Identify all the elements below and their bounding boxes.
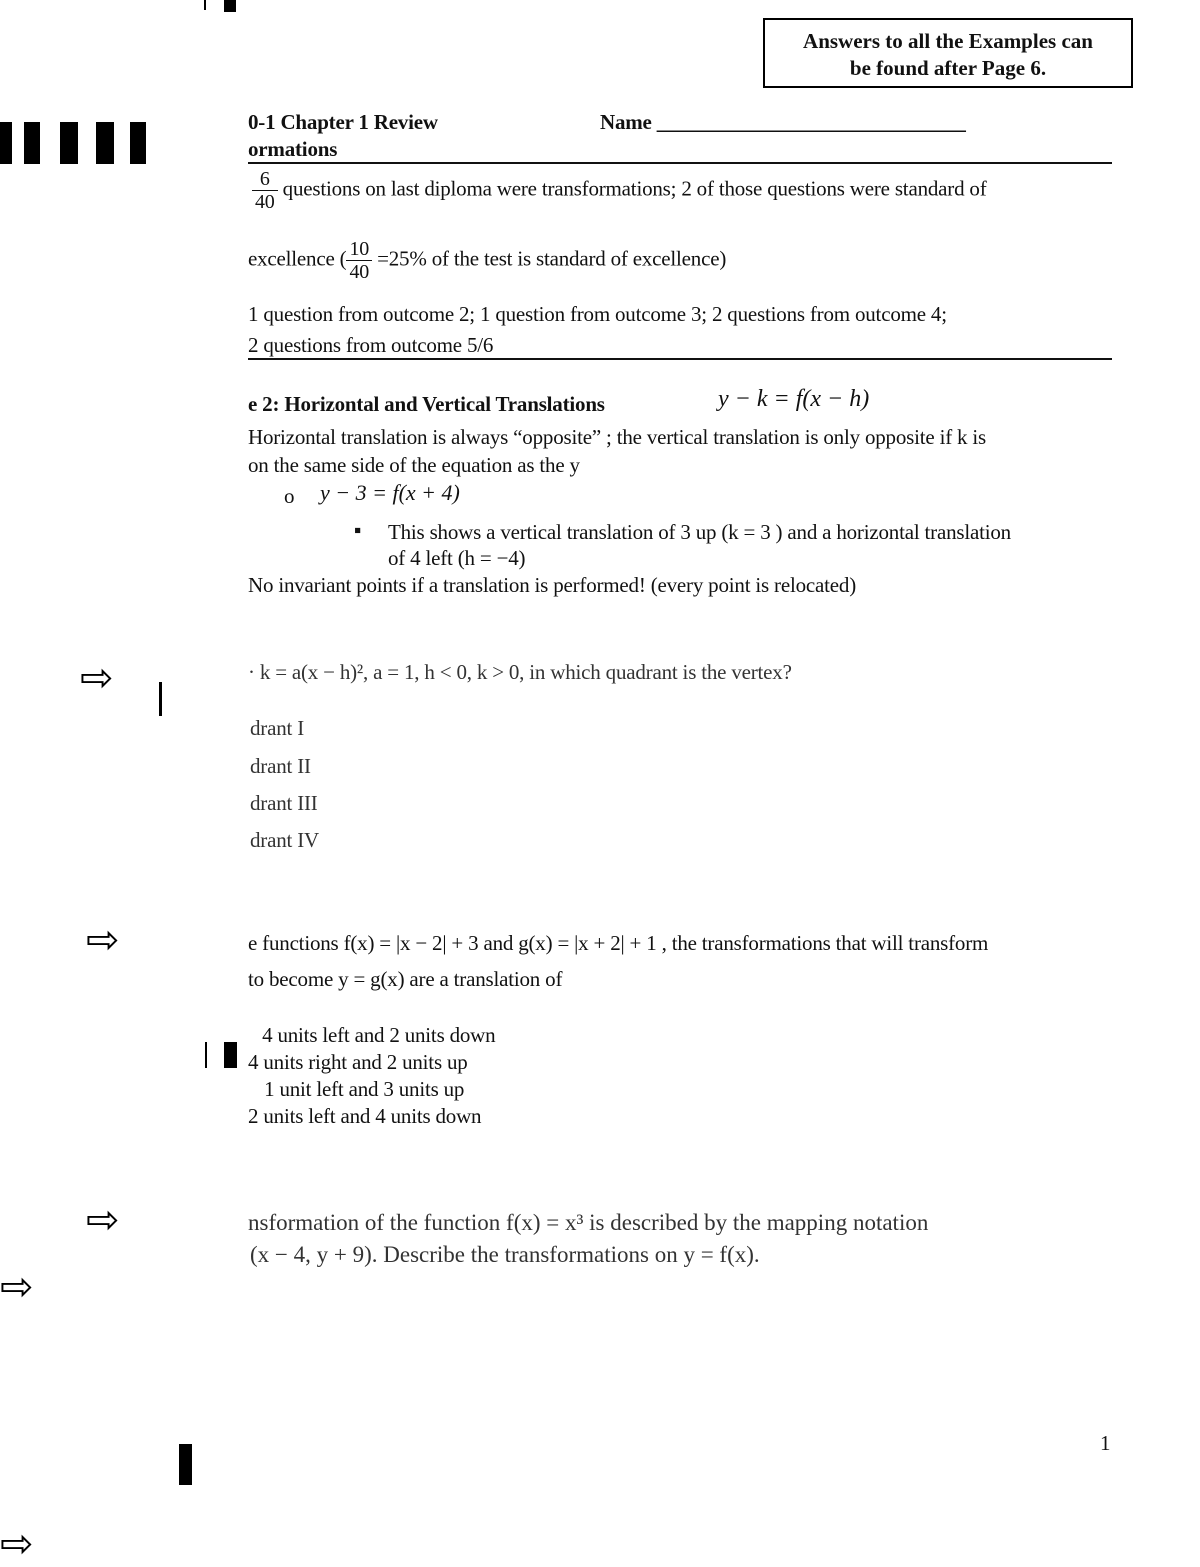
margin-bar bbox=[0, 122, 12, 164]
square-bullet-icon: ▪ bbox=[354, 518, 362, 542]
intro-line-1-text: questions on last diploma were transformations; 2 of those questions were standard of bbox=[282, 176, 987, 201]
intro-rule bbox=[248, 358, 1112, 360]
intro-line-4: 2 questions from outcome 5/6 bbox=[248, 333, 494, 357]
margin-bar bbox=[60, 122, 78, 164]
name-field: Name ______________________________ bbox=[600, 110, 966, 134]
question-2-option: 1 unit left and 3 units up bbox=[254, 1077, 465, 1101]
right-arrow-icon: ⇨ bbox=[0, 1264, 34, 1310]
margin-bar bbox=[130, 122, 146, 164]
right-arrow-icon: ⇨ bbox=[80, 655, 114, 701]
question-1-option: drant I bbox=[250, 716, 304, 740]
question-1-option: drant II bbox=[250, 754, 311, 778]
question-1-option: drant IV bbox=[250, 828, 319, 852]
fraction-six-fortieths: $\frac{6}{40}$ bbox=[252, 168, 278, 213]
answers-notice-line2: be found after Page 6. bbox=[849, 56, 1047, 80]
right-arrow-icon: ⇨ bbox=[86, 1197, 120, 1243]
question-2-line1: e functions f(x) = |x − 2| + 3 and g(x) = |x + 2| + 1 , the transformations that will transform bbox=[248, 931, 989, 955]
question-3-line1: nsformation of the function f(x) = x³ is described by the mapping notation bbox=[248, 1210, 929, 1235]
question-1-prompt: · k = a(x − h)², a = 1, h < 0, k > 0, in which quadrant is the vertex? bbox=[248, 660, 792, 684]
intro-line-3: 1 question from outcome 2; 1 question from outcome 3; 2 questions from outcome 4; bbox=[248, 302, 947, 326]
scan-mark bbox=[204, 0, 206, 10]
scan-mark bbox=[179, 1444, 192, 1485]
section-para-line2: on the same side of the equation as the y bbox=[248, 453, 580, 477]
example-equation: y − 3 = f(x + 4) bbox=[320, 480, 460, 505]
invariant-points-note: No invariant points if a translation is performed! (every point is relocated) bbox=[248, 573, 856, 597]
section-formula: y − k = f(x − h) bbox=[718, 386, 870, 412]
question-3-line2: (x − 4, y + 9). Describe the transformations on y = f(x). bbox=[250, 1242, 760, 1267]
course-subtitle: ormations bbox=[248, 137, 338, 161]
scan-mark bbox=[224, 1042, 237, 1068]
right-arrow-icon: ⇨ bbox=[86, 917, 120, 963]
translation-note-line2: of 4 left (h = −4) bbox=[388, 546, 526, 570]
answers-notice-line1: Answers to all the Examples can bbox=[803, 29, 1093, 53]
section-para-line1: Horizontal translation is always “opposite” ; the vertical translation is only opposite if k is bbox=[248, 425, 987, 449]
course-title: 0-1 Chapter 1 Review bbox=[248, 110, 438, 134]
right-arrow-icon: ⇨ bbox=[0, 1521, 34, 1567]
scan-mark bbox=[159, 682, 162, 716]
scan-mark bbox=[205, 1042, 207, 1068]
header-rule bbox=[248, 162, 1112, 164]
question-2-option: 4 units left and 2 units down bbox=[252, 1023, 496, 1047]
scan-mark bbox=[224, 0, 236, 12]
answers-notice-box bbox=[763, 18, 1133, 88]
margin-bar bbox=[24, 122, 40, 164]
intro-line-2: excellence ( $\frac{10}{40}$ =25% of the test is standard of excellence) bbox=[248, 238, 727, 283]
question-2-option: 4 units right and 2 units up bbox=[248, 1050, 468, 1074]
question-1-option: drant III bbox=[250, 791, 318, 815]
fraction-ten-fortieths: $\frac{10}{40}$ bbox=[346, 238, 372, 283]
intro-line-1 bbox=[252, 168, 987, 213]
question-2-line2: to become y = g(x) are a translation of bbox=[248, 967, 563, 991]
translation-note-line1: This shows a vertical translation of 3 up (k = 3 ) and a horizontal translation bbox=[388, 520, 1011, 544]
page-number: 1 bbox=[1100, 1431, 1111, 1455]
margin-bar bbox=[96, 122, 114, 164]
sub-bullet-icon: o bbox=[284, 484, 295, 508]
section-heading: e 2: Horizontal and Vertical Translations bbox=[248, 392, 605, 416]
question-2-option: 2 units left and 4 units down bbox=[248, 1104, 482, 1128]
